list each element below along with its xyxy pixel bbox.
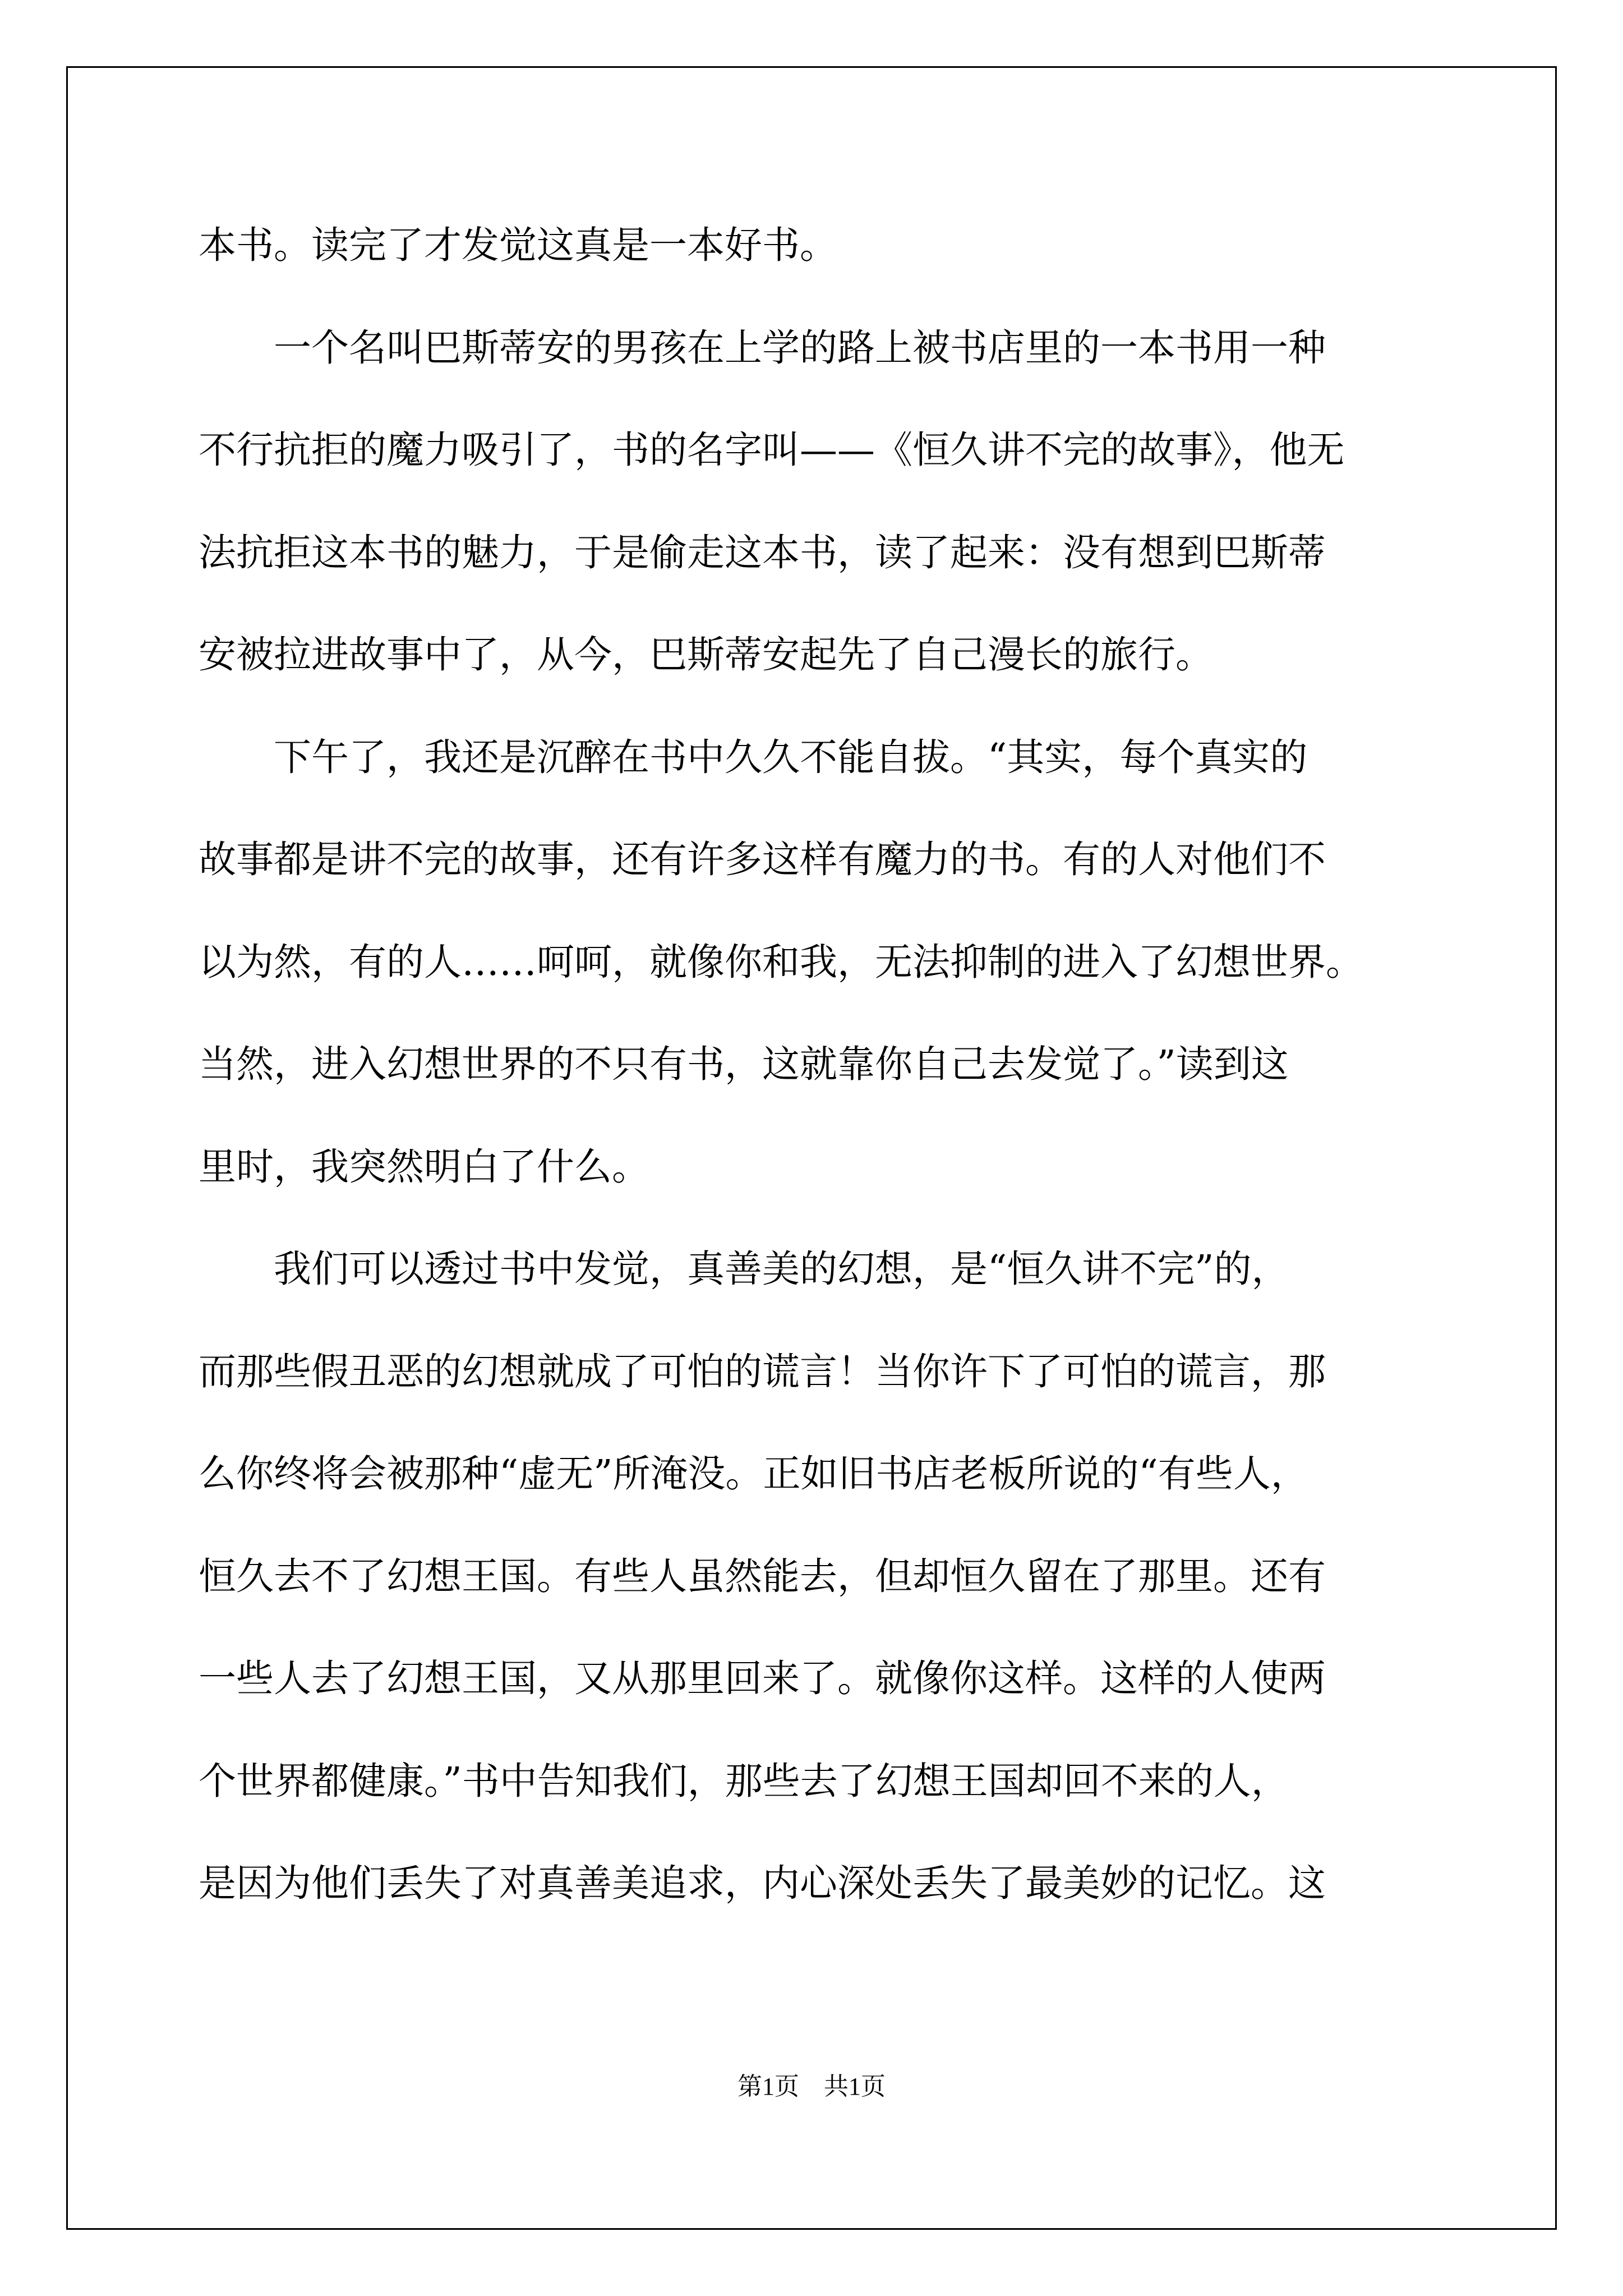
- page-footer: 第1页 共1页: [737, 2073, 886, 2100]
- text-line: 里时，我突然明白了什么。: [199, 1145, 649, 1189]
- text-line: 么你终将会被那种“虚无”所淹没。正如旧书店老板所说的“有些人，: [199, 1452, 1308, 1496]
- text-line: 而那些假丑恶的幻想就成了可怕的谎言！当你许下了可怕的谎言，那: [199, 1350, 1326, 1393]
- text-line: 不行抗拒的魔力吸引了，书的名字叫——《恒久讲不完的故事》，他无: [199, 428, 1345, 472]
- text-line: 以为然，有的人……呵呵，就像你和我，无法抑制的进入了幻想世界。: [199, 940, 1363, 984]
- text-line: 一些人去了幻想王国，又从那里回来了。就像你这样。这样的人使两: [199, 1657, 1326, 1700]
- text-line: 我们可以透过书中发觉，真善美的幻想，是“恒久讲不完”的，: [199, 1247, 1289, 1291]
- text-line: 当然，进入幻想世界的不只有书，这就靠你自己去发觉了。”读到这: [199, 1042, 1289, 1086]
- text-line: 下午了，我还是沉醉在书中久久不能自拔。“其实，每个真实的: [199, 735, 1308, 779]
- text-line: 恒久去不了幻想王国。有些人虽然能去，但却恒久留在了那里。还有: [199, 1554, 1326, 1598]
- text-line: 故事都是讲不完的故事，还有许多这样有魔力的书。有的人对他们不: [199, 838, 1326, 881]
- text-line: 法抗拒这本书的魅力，于是偷走这本书，读了起来：没有想到巴斯蒂: [199, 531, 1326, 574]
- text-line: 是因为他们丢失了对真善美追求，内心深处丢失了最美妙的记忆。这: [199, 1861, 1326, 1905]
- text-line: 安被拉进故事中了，从今，巴斯蒂安起先了自己漫长的旅行。: [199, 633, 1213, 677]
- text-line: 一个名叫巴斯蒂安的男孩在上学的路上被书店里的一本书用一种: [199, 326, 1326, 370]
- text-line: 本书。读完了才发觉这真是一本好书。: [199, 223, 837, 267]
- text-line: 个世界都健康。”书中告知我们，那些去了幻想王国却回不来的人，: [199, 1759, 1289, 1803]
